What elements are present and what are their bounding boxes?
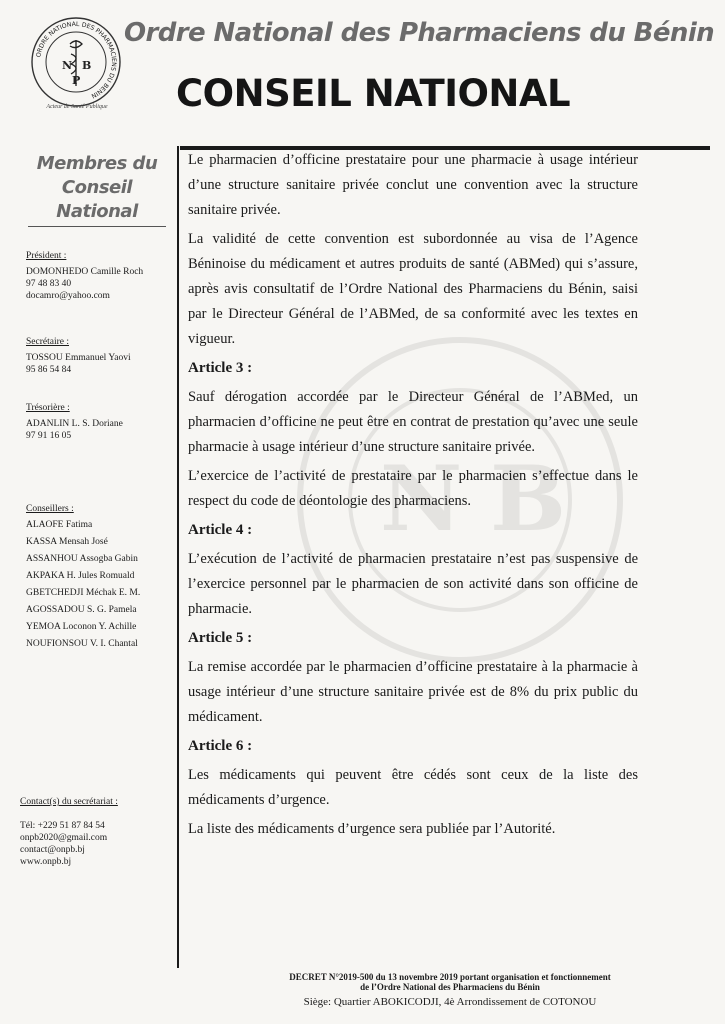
president-role: Président : (26, 251, 67, 261)
decree-reference-line-2: de l’Ordre National des Pharmaciens du Bénin (360, 982, 540, 992)
onpb-logo (30, 12, 122, 112)
council-members-sidebar (22, 152, 172, 227)
counselor-name: ALAOFE Fatima (26, 520, 93, 530)
treasurer-block (26, 402, 123, 442)
document-footer (190, 972, 710, 1009)
members-title-line1: Membres du (36, 153, 158, 174)
svg-text:B: B (490, 446, 567, 552)
organization-title: Ordre National des Pharmaciens du Bénin (124, 18, 715, 48)
members-title-underline (28, 226, 166, 227)
svg-text:N: N (380, 446, 463, 552)
treasurer-phone: 97 91 16 05 (26, 431, 72, 441)
article-5-heading: Article 5 : (188, 630, 253, 646)
logo-tagline: Acteur de Santé Publique (46, 104, 108, 110)
article-3-heading: Article 3 : (188, 360, 253, 376)
counselors-block (26, 503, 140, 655)
article-5-paragraph-1: La remise accordée par le pharmacien d’officine prestataire à la pharmacie à usage intérieur d’une structure sanitaire privée est de 8% du prix public du médicament. (188, 659, 638, 725)
president-email: docamro@yahoo.com (26, 291, 110, 301)
contact-website: www.onpb.bj (20, 857, 72, 867)
column-divider (177, 146, 179, 968)
logo-letter-n: N (62, 59, 73, 72)
article-4-paragraph-1: L’exécution de l’activité de pharmacien prestataire n’est pas suspensive de l’exercice personnel par le pharmacien de son activité dans son officine de pharmacie. (188, 551, 638, 617)
document-body (188, 148, 638, 846)
headquarters-address: Siège: Quartier ABOKICODJI, 4è Arrondissement de COTONOU (303, 996, 597, 1008)
members-title-line2: Conseil National (56, 177, 138, 222)
logo-letter-p: P (72, 74, 81, 87)
president-block (26, 250, 143, 302)
counselor-name: ASSANHOU Assogba Gabin (26, 554, 138, 564)
secretary-role: Secrétaire : (26, 337, 69, 347)
contact-tel: Tél: +229 51 87 84 54 (20, 821, 105, 831)
counselor-name: YEMOA Loconon Y. Achille (26, 622, 137, 632)
contact-role: Contact(s) du secrétariat : (20, 797, 118, 807)
intro-paragraph-2: La validité de cette convention est subordonnée au visa de l’Agence Béninoise du médicament et autres produits de santé (ABMed) qui s’assure, après avis consultatif de l’Ordre National des Pharmaciens du Bénin, saisi par le Directeur Général de l’ABMed, de sa conformité avec les textes en vigueur. (188, 231, 638, 347)
article-3-paragraph-1: Sauf dérogation accordée par le Directeur Général de l’ABMed, un pharmacien d’officine ne peut être en contrat de prestation qu’avec une seule pharmacie à usage intérieur d’une structure sanitaire privée. (188, 389, 638, 455)
article-4-heading: Article 4 : (188, 522, 253, 538)
article-6-paragraph-1: Les médicaments qui peuvent être cédés sont ceux de la liste des médicaments d’urgence. (188, 767, 638, 808)
logo-letter-b: B (82, 59, 92, 72)
article-6-paragraph-2: La liste des médicaments d’urgence sera publiée par l’Autorité. (188, 821, 556, 837)
counselor-name: KASSA Mensah José (26, 537, 108, 547)
contact-email-1: onpb2020@gmail.com (20, 833, 108, 843)
secretary-name: TOSSOU Emmanuel Yaovi (26, 353, 131, 363)
counselors-role: Conseillers : (26, 504, 74, 514)
secretary-block (26, 336, 131, 376)
president-name: DOMONHEDO Camille Roch (26, 267, 144, 277)
treasurer-role: Trésorière : (26, 403, 70, 413)
article-6-heading: Article 6 : (188, 738, 253, 754)
article-3-paragraph-2: L’exercice de l’activité de prestataire par le pharmacien s’effectue dans le respect du code de déontologie des pharmaciens. (188, 468, 638, 509)
president-phone: 97 48 83 40 (26, 279, 72, 289)
treasurer-name: ADANLIN L. S. Doriane (26, 419, 123, 429)
council-title: CONSEIL NATIONAL (176, 72, 571, 115)
counselor-name: NOUFIONSOU V. I. Chantal (26, 639, 138, 649)
decree-reference-line-1: DECRET N°2019-500 du 13 novembre 2019 portant organisation et fonctionnement (289, 972, 611, 982)
intro-paragraph-1: Le pharmacien d’officine prestataire pour une pharmacie à usage intérieur d’une structure sanitaire privée conclut une convention avec la structure sanitaire privée. (188, 152, 638, 218)
contact-block (20, 796, 118, 868)
members-title (22, 152, 172, 224)
counselor-name: AKPAKA H. Jules Romuald (26, 571, 135, 581)
secretary-phone: 95 86 54 84 (26, 365, 72, 375)
counselor-name: AGOSSADOU S. G. Pamela (26, 605, 137, 615)
contact-email-2: contact@onpb.bj (20, 845, 85, 855)
logo-ring-text: ORDRE NATIONAL DES PHARMACIENS DU BENIN (35, 20, 118, 100)
counselor-name: GBETCHEDJI Méchak E. M. (26, 588, 141, 598)
